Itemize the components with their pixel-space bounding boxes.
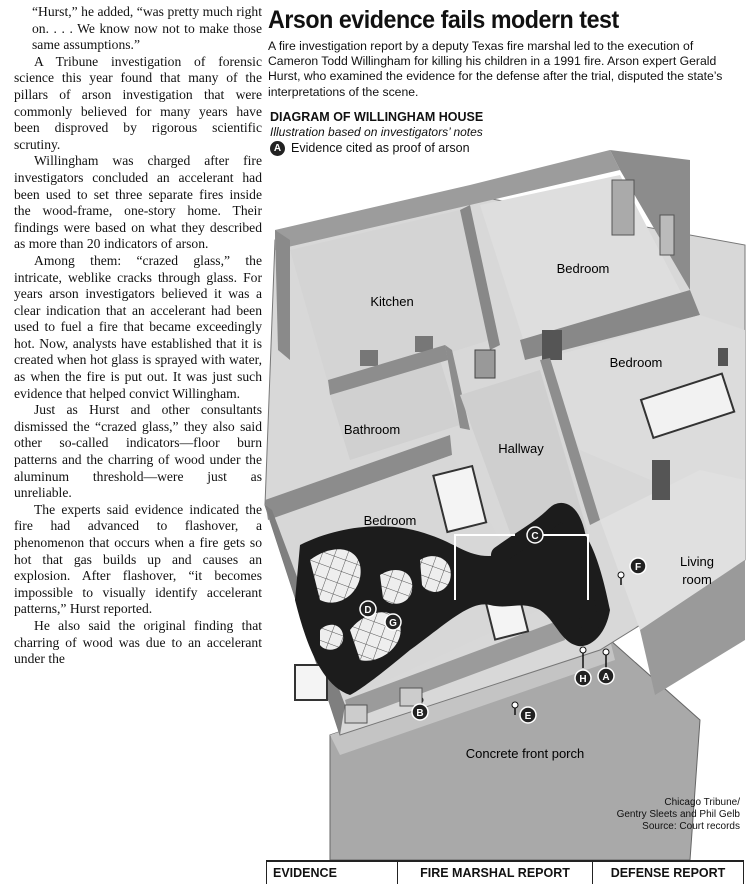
evidence-marker-g: [385, 614, 401, 630]
svg-text:D: D: [364, 605, 372, 616]
table-header-fire-marshal: FIRE MARSHAL REPORT: [397, 862, 592, 884]
room-label-bedroom-top: Bedroom: [556, 261, 610, 276]
evidence-point: [603, 649, 609, 655]
evidence-point: [580, 647, 586, 653]
door-icon: [652, 460, 670, 500]
graphic-credit: [617, 797, 740, 833]
table-header-evidence: EVIDENCE: [266, 862, 397, 884]
svg-text:A: A: [602, 672, 610, 683]
svg-text:C: C: [531, 531, 539, 542]
credit-line: Source: Court records: [642, 821, 740, 832]
credit-line: Chicago Tribune/: [664, 797, 740, 808]
diagram-title: DIAGRAM OF WILLINGHAM HOUSE: [270, 109, 484, 124]
evidence-marker-c: [527, 527, 543, 543]
article-paragraph: “Hurst,” he added, “was pretty much right on. . . . We know now not to make those same assumptions.”: [32, 4, 262, 53]
porch-label: Concrete front porch: [465, 746, 585, 761]
article-paragraph: Among them: “crazed glass,” the intricate, weblike cracks through glass. For years arson investigators believed it was a clear indication that an accelerant had been used to fuel a fire that became exceedingly hot. Now, analysts have established that it is created when hot glass is sprayed with water, as when the fire is put out. It was just such evidence that helped convict Willingham.: [14, 252, 262, 401]
room-label-bathroom: Bathroom: [343, 422, 401, 437]
window-icon: [345, 705, 367, 723]
room-label-hallway: Hallway: [498, 441, 544, 456]
legend-text: Evidence cited as proof of arson: [291, 141, 470, 156]
closet-door: [660, 215, 674, 255]
unburned-tile: [380, 570, 412, 604]
article-paragraph: The experts said evidence indicated the fire had advanced to flashover, a phenomenon that occurs when a fire gets so hot that gas builds up and causes an explosion. After flashover, “it becomes impossible to visually identify accelerant patterns,” Hurst reported.: [14, 501, 262, 617]
svg-text:E: E: [524, 711, 532, 722]
evidence-marker-d: [360, 601, 376, 617]
diagram-subtitle: Illustration based on investigators’ notes: [270, 124, 483, 139]
unburned-tile: [320, 625, 343, 650]
article-paragraph: Just as Hurst and other consultants dismissed the “crazed glass,” they also said other so-called indicators—floor burn patterns and the charring of wood under the aluminum threshold—were just as unreliable.: [14, 402, 262, 501]
kitchen-counter: [360, 350, 378, 366]
room-label-living-2: room: [682, 572, 712, 587]
credit-line: Gentry Sleets and Phil Gelb: [616, 809, 740, 820]
evidence-marker-b: [412, 704, 428, 720]
door-icon: [718, 348, 728, 366]
svg-text:G: G: [389, 618, 397, 629]
evidence-marker-f: [630, 558, 646, 574]
evidence-marker-h: [575, 670, 591, 686]
graphic-deck: A fire investigation report by a deputy Texas fire marshal led to the execution of Cameron Todd Willingham for killing his children in a 1991 fire. Arson expert Gerald Hurst, who examined the evidence for the defense after the trial, disputed the state’s interpretations of the scene.: [268, 39, 723, 99]
svg-text:B: B: [416, 708, 424, 719]
article-column: [14, 4, 262, 668]
door-icon: [475, 350, 495, 378]
svg-text:F: F: [634, 562, 642, 573]
house-diagram: [250, 140, 750, 860]
article-paragraph: Willingham was charged after fire investigators concluded an accelerant had been used to set three separate fires inside the wood-frame, one-story home. Their findings were based on what they described as more than 20 indicators of arson.: [14, 153, 262, 252]
evidence-marker-a: [598, 668, 614, 684]
evidence-table-header: [266, 860, 744, 884]
room-label-bedroom-right: Bedroom: [609, 355, 663, 370]
legend-marker-icon: A: [270, 141, 285, 156]
room-label-kitchen: Kitchen: [370, 294, 414, 309]
room-label-bedroom-burned: Bedroom: [363, 513, 417, 528]
evidence-point: [512, 702, 518, 708]
svg-text:H: H: [579, 674, 587, 685]
article-paragraph: He also said the original finding that charring of wood was due to an accelerant under the: [14, 617, 262, 667]
closet-door: [612, 180, 634, 235]
table-header-defense: DEFENSE REPORT: [592, 862, 744, 884]
graphic-panel: [266, 0, 744, 156]
graphic-headline: Arson evidence fails modern test: [268, 6, 619, 34]
door-icon: [542, 330, 562, 360]
window-icon: [400, 688, 422, 706]
evidence-point: [618, 572, 624, 578]
article-paragraph: A Tribune investigation of forensic science this year found that many of the pillars of arson investigation that were commonly believed for many years have been disproved by rigorous scientific scrutiny.: [14, 53, 262, 152]
evidence-marker-e: [520, 707, 536, 723]
room-label-living-1: Living: [680, 554, 714, 569]
